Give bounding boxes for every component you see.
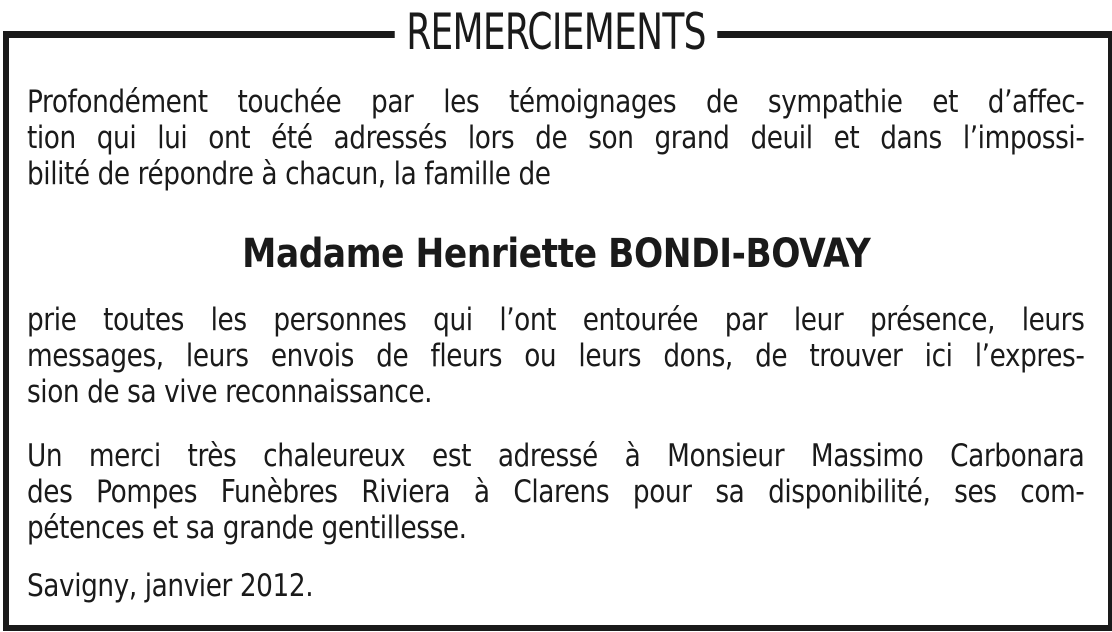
thanks-line: des Pompes Funèbres Riviera à Clarens pour sa disponibilité, ses com- — [27, 474, 1085, 510]
deceased-name: Madame Henriette BONDI-BOVAY — [241, 231, 871, 277]
body-paragraph — [27, 302, 1084, 410]
intro-line: bilité de répondre à chacun, la famille de — [27, 156, 551, 192]
thanks-line: pétences et sa grande gentillesse. — [27, 510, 467, 546]
intro-line: Profondément touchée par les témoignages de sympathie et d’affec- — [27, 84, 1085, 120]
intro-paragraph — [27, 84, 1084, 192]
deceased-name-wrap — [0, 230, 1112, 278]
body-line: sion de sa vive reconnaissance. — [27, 374, 433, 410]
thanks-line: Un merci très chaleureux est adressé à Monsieur Massimo Carbonara — [27, 438, 1085, 474]
intro-line: tion qui lui ont été adressés lors de son grand deuil et dans l’impossi- — [27, 120, 1085, 156]
body-line: prie toutes les personnes qui l’ont entourée par leur présence, leurs — [27, 302, 1085, 338]
place-date-paragraph — [27, 568, 1084, 604]
place-date: Savigny, janvier 2012. — [27, 568, 314, 604]
notice-heading: REMERCIEMENTS — [395, 0, 718, 64]
body-line: messages, leurs envois de fleurs ou leurs dons, de trouver ici l’expres- — [27, 338, 1085, 374]
thanks-paragraph — [27, 438, 1084, 546]
notice-heading-wrap — [0, 0, 1112, 76]
